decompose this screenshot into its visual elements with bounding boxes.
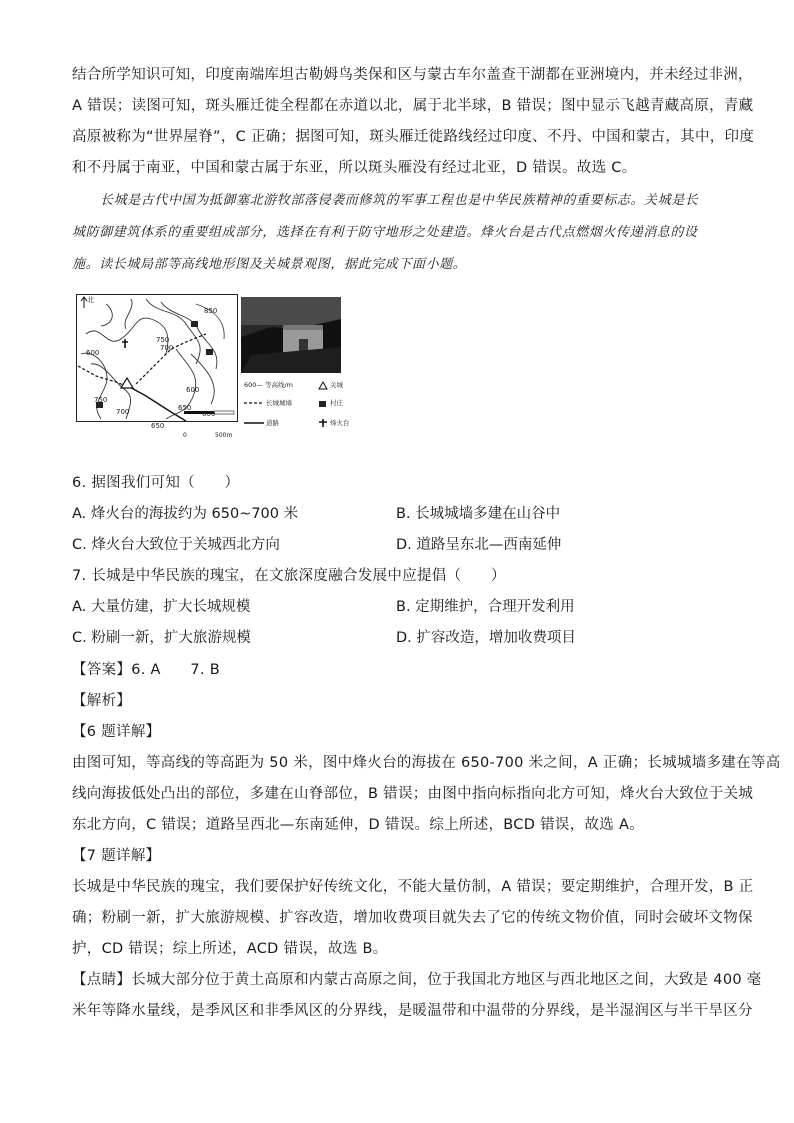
detail6-line: 由图可知，等高线的等高距为 50 米，图中烽火台的海拔在 650-700 米之间，A 正确；长城城墙多建在等高 [72,755,781,771]
q7-stem: 7. 长城是中华民族的瑰宝，在文旅深度融合发展中应提倡（ ） [72,568,506,584]
q7-option-d[interactable]: D. 扩容改造，增加收费项目 [396,630,576,646]
detail6-line: 东北方向，C 错误；道路呈西北—东南延伸，D 错误。综上所述，BCD 错误，故选 A。 [72,817,645,833]
passage-line: 和不丹属于南亚，中国和蒙古属于东亚，所以斑头雁没有经过北亚，D 错误。故选 C。 [72,160,637,176]
q7-option-a[interactable]: A. 大量仿建，扩大长城规模 [72,599,251,615]
passage-line: A 错误；读图可知，斑头雁迁徙全程都在赤道以北，属于北半球，B 错误；图中显示飞越青藏高原，青藏 [72,98,754,114]
contour-label: 650 [151,422,165,430]
detail7-line: 确；粉刷一新，扩大旅游规模、扩容改造，增加收费项目就失去了它的传统文物价值，同时会破坏文物保 [72,910,753,926]
detail7-line: 护，CD 错误；综上所述，ACD 错误，故选 B。 [72,941,388,957]
passage-line: 结合所学知识可知，印度南端库坦古勒姆鸟类保和区与蒙古车尔盖查干湖都在亚洲境内，并未经过非洲， [72,67,753,83]
tips-text: 长城大部分位于黄土高原和内蒙古高原之间，位于我国北方地区与西北地区之间，大致是 400 毫 [131,972,762,988]
legend-wall: 长城城墙 [266,399,292,407]
detail7-tag: 【7 题详解】 [72,848,161,864]
detail6-tag: 【6 题详解】 [72,724,161,740]
legend-pass: 关城 [330,381,343,389]
contour-label: 850 [204,307,218,315]
q6-option-b[interactable]: B. 长城城墙多建在山谷中 [396,506,561,522]
pass-photo [241,297,341,373]
answer-text: 6. A 7. B [131,662,220,678]
material-line: 施。读长城局部等高线地形图及关城景观图，据此完成下面小题。 [72,257,467,272]
map-legend [242,378,362,438]
q6-option-d[interactable]: D. 道路呈东北—西南延伸 [396,537,562,553]
detail7-line: 长城是中华民族的瑰宝，我们要保护好传统文化，不能大量仿制，A 错误；要定期维护，合理开发，B 正 [72,879,754,895]
scale-zero: 0 [183,432,187,439]
contour-label: 700 [116,408,130,416]
north-label: 北 [87,296,94,304]
material-line: 城防御建筑体系的重要组成部分，选择在有利于防守地形之处建造。烽火台是古代点燃烟火传递消息的设 [72,225,698,240]
tips-tag: 【点睛】 [72,972,132,988]
triangle-icon [318,381,328,390]
legend-contour: 600— 等高线/m [244,381,293,389]
road-symbol [244,420,264,426]
building-icon [318,400,328,408]
tips-line: 米年等降水量线，是季风区和非季风区的分界线，是暖温带和中温带的分界线，是半湿润区与半干旱区分 [72,1003,753,1019]
contour-label: 600 [86,349,100,357]
answer-tag: 【答案】 [72,662,132,678]
scale-label: 500m [215,432,233,439]
answer-row [72,660,732,680]
contour-label: 700 [160,344,174,352]
q7-option-c[interactable]: C. 粉刷一新，扩大旅游规模 [72,630,251,646]
q6-option-c[interactable]: C. 烽火台大致位于关城西北方向 [72,537,280,553]
contour-label: 600 [202,410,216,418]
wall-symbol [244,400,264,406]
passage-line: 高原被称为“世界屋脊”，C 正确；据图可知，斑头雁迁徙路线经过印度、不丹、中国和蒙古，其中，印度 [72,129,755,145]
material-line: 长城是古代中国为抵御塞北游牧部落侵袭而修筑的军事工程也是中华民族精神的重要标志。关城是长 [100,193,699,208]
detail6-line: 线向海拔低处凸出的部位，多建在山脊部位，B 错误；由图中指向标指向北方可知，烽火台大致位于关城 [72,786,754,802]
q7-option-b[interactable]: B. 定期维护，合理开发利用 [396,599,575,615]
q6-stem: 6. 据图我们可知（ ） [72,475,240,491]
beacon-icon [318,418,328,428]
tips-line [72,970,762,990]
legend-beacon: 烽火台 [330,419,350,427]
contour-label: 650 [178,404,192,412]
contour-label: 750 [156,336,170,344]
analysis-tag: 【解析】 [72,693,132,709]
legend-village: 村庄 [330,399,343,407]
q6-option-a[interactable]: A. 烽火台的海拔约为 650~700 米 [72,506,299,522]
contour-label: 600 [186,386,200,394]
legend-road: 道路 [266,419,279,427]
contour-label: 750 [94,396,108,404]
